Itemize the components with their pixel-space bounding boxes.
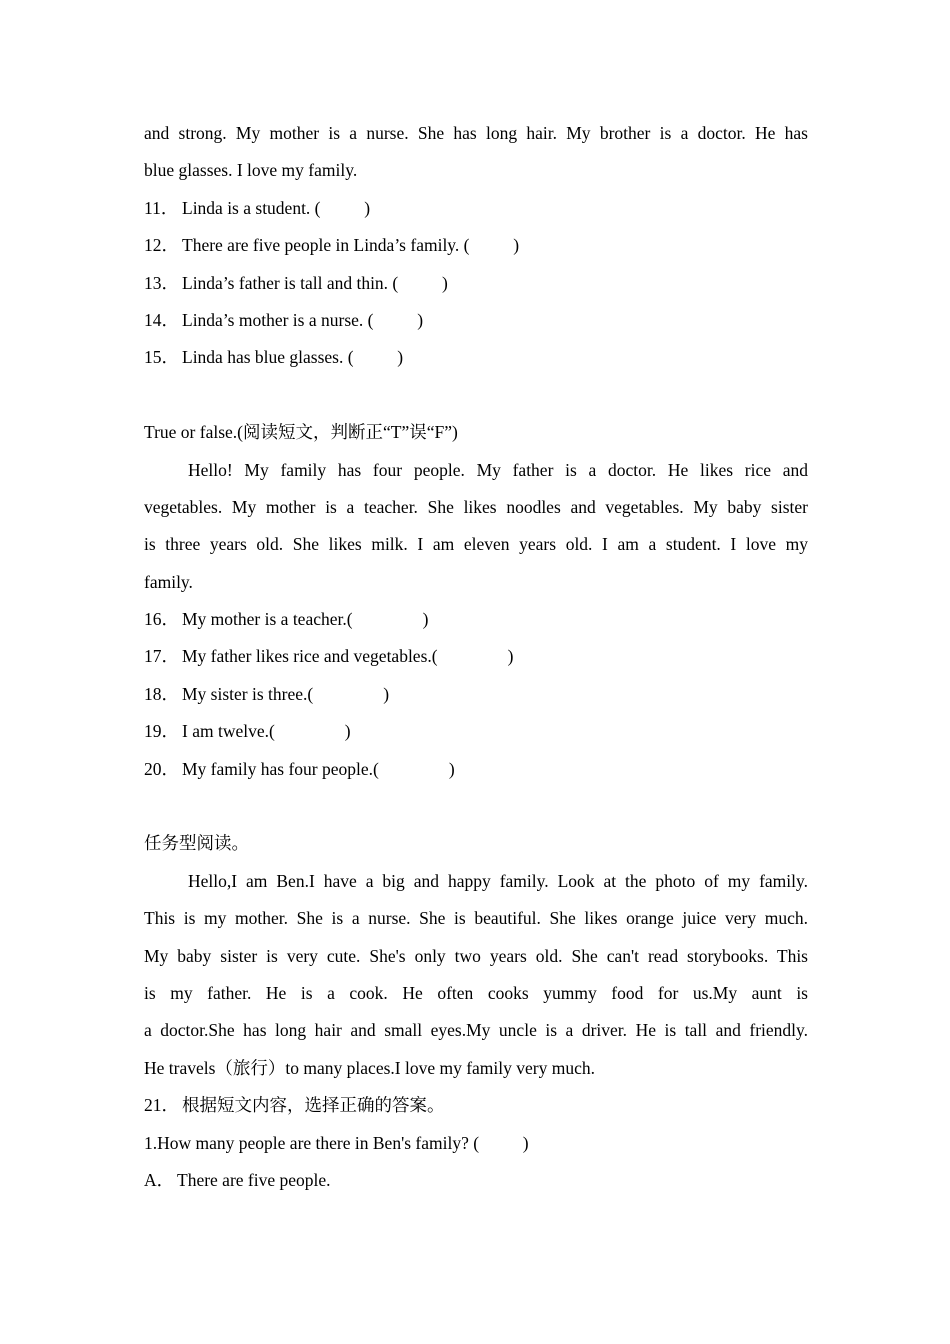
passage2-line: is three years old. She likes milk. I am eleven years old. I am a student. I love my [144, 534, 808, 555]
question-20 [144, 751, 808, 788]
option-text: There are five people. [177, 1169, 331, 1190]
question-text: Linda has blue glasses. ( ) [182, 347, 404, 368]
passage3-line: He travels（旅行）to many places.I love my family very much. [144, 1057, 595, 1078]
passage1-line: blue glasses. I love my family. [144, 160, 358, 181]
question-13 [144, 265, 808, 302]
question-number: 16． [144, 609, 179, 630]
question-text: Linda is a student. ( ) [182, 197, 371, 218]
passage3-line: Hello,I am Ben.I have a big and happy family. Look at the photo of my family. [188, 870, 808, 891]
question-11 [144, 190, 808, 227]
question-text: There are five people in Linda’s family. ( ) [182, 235, 520, 256]
question-17 [144, 638, 808, 675]
question-15 [144, 339, 808, 376]
question-16 [144, 601, 808, 638]
passage1-line: and strong. My mother is a nurse. She has long hair. My brother is a doctor. He has [144, 123, 808, 143]
question-21 [144, 1087, 808, 1124]
question-18 [144, 676, 808, 713]
question-number: 19． [144, 721, 179, 742]
question-text: My father likes rice and vegetables.( ) [182, 646, 514, 667]
question-number: 17． [144, 646, 179, 667]
section-spacer [144, 377, 808, 414]
question-number: 18． [144, 683, 179, 704]
section2-heading: True or false.(阅读短文，判断正“T”误“F”) [144, 422, 458, 443]
question-text: 根据短文内容，选择正确的答案。 [182, 1095, 445, 1116]
passage2-line: vegetables. My mother is a teacher. She likes noodles and vegetables. My baby sister [144, 496, 808, 517]
option-letter: A． [144, 1169, 175, 1190]
passage3-line: a doctor.She has long hair and small eyes.My uncle is a driver. He is tall and friendly. [144, 1020, 808, 1041]
section-spacer [144, 788, 808, 825]
question-text: My family has four people.( ) [182, 758, 455, 779]
question-text: Linda’s father is tall and thin. ( ) [182, 272, 448, 293]
sub-question-1: 1.How many people are there in Ben's family? ( ) [144, 1132, 529, 1153]
question-12 [144, 227, 808, 264]
question-number: 12． [144, 235, 179, 256]
question-number: 21． [144, 1095, 179, 1116]
question-number: 15． [144, 347, 179, 368]
passage3-line: This is my mother. She is a nurse. She is beautiful. She likes orange juice very much. [144, 908, 808, 929]
section3-heading: 任务型阅读。 [144, 833, 249, 854]
question-14 [144, 302, 808, 339]
question-text: My mother is a teacher.( ) [182, 609, 429, 630]
option-a [144, 1162, 808, 1199]
question-number: 14． [144, 309, 179, 330]
passage3-line: is my father. He is a cook. He often cooks yummy food for us.My aunt is [144, 982, 808, 1003]
question-number: 11． [144, 197, 179, 218]
passage3-line: My baby sister is very cute. She's only two years old. She can't read storybooks. This [144, 945, 808, 966]
passage2-line: family. [144, 571, 193, 592]
question-number: 13． [144, 272, 179, 293]
question-text: I am twelve.( ) [182, 721, 351, 742]
passage2-line: Hello! My family has four people. My father is a doctor. He likes rice and [188, 459, 808, 480]
question-19 [144, 713, 808, 750]
question-text: Linda’s mother is a nurse. ( ) [182, 309, 424, 330]
content-area [144, 115, 808, 1199]
question-text: My sister is three.( ) [182, 683, 390, 704]
question-number: 20． [144, 758, 179, 779]
